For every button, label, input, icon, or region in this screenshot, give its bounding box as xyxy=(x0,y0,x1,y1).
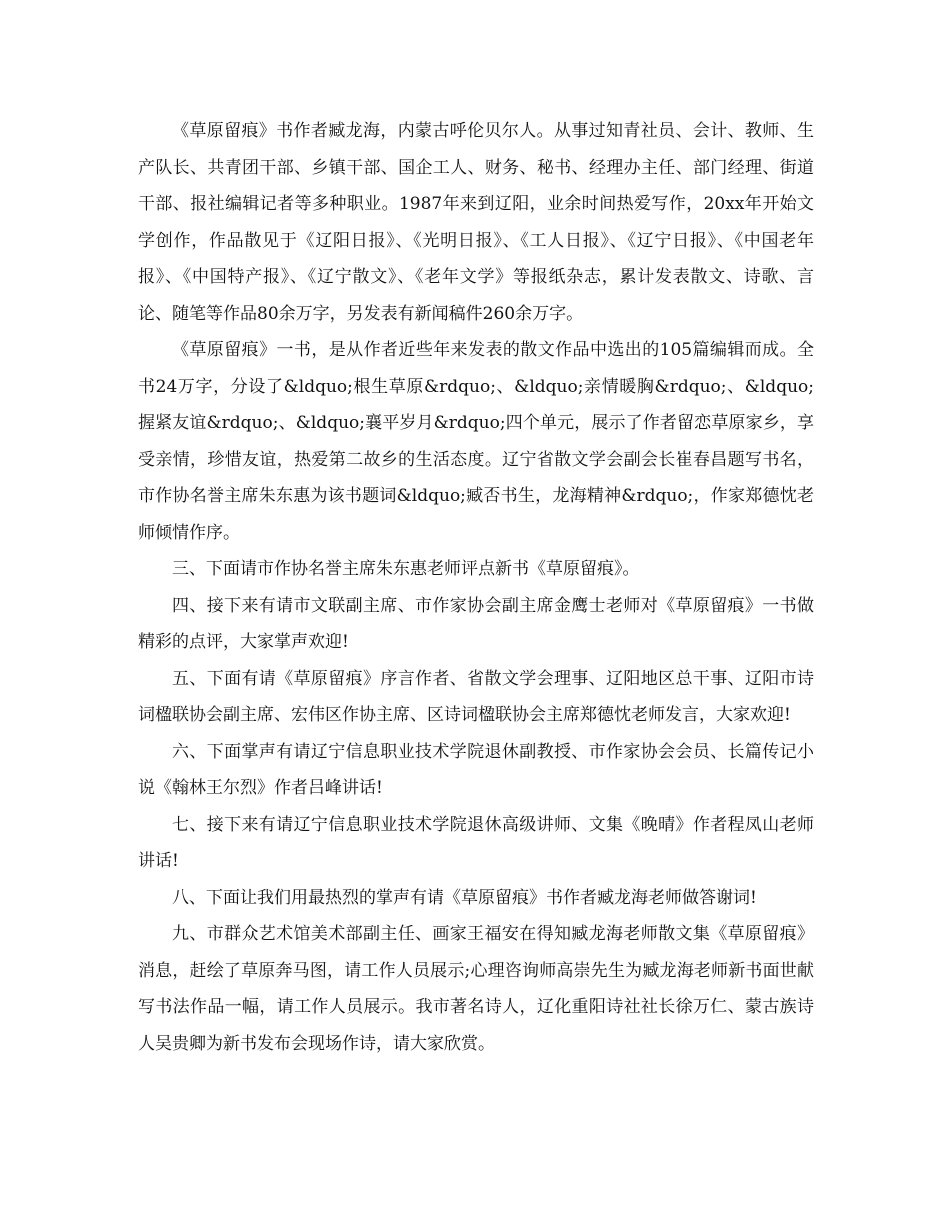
paragraph-author-bio: 《草原留痕》书作者臧龙海，内蒙古呼伦贝尔人。从事过知青社员、会计、教师、生产队长、共青团干部、乡镇干部、国企工人、财务、秘书、经理办主任、部门经理、街道干部、报社编辑记者等多种职业。1987年来到辽阳，业余时间热爱写作，20xx年开始文学创作，作品散见于《辽阳日报》、《光明日报》、《工人日报》、《辽宁日报》、《中国老年报》、《中国特产报》、《辽宁散文》、《老年文学》等报纸杂志，累计发表散文、诗歌、言论、随笔等作品80余万字，另发表有新闻稿件260余万字。 xyxy=(138,121,814,324)
paragraph-item-5: 五、下面有请《草原留痕》序言作者、省散文学会理事、辽阳地区总干事、辽阳市诗词楹联协会副主席、宏伟区作协主席、区诗词楹联协会主席郑德忱老师发言，大家欢迎! xyxy=(138,668,814,725)
paragraph-item-9: 九、市群众艺术馆美术部副主任、画家王福安在得知臧龙海老师散文集《草原留痕》消息，赶绘了草原奔马图，请工作人员展示;心理咨询师高崇先生为臧龙海老师新书面世献写书法作品一幅，请工作人员展示。我市著名诗人，辽化重阳诗社社长徐万仁、蒙古族诗人吴贵卿为新书发布会现场作诗，请大家欣赏。 xyxy=(138,924,814,1054)
paragraph-item-7: 七、接下来有请辽宁信息职业技术学院退休高级讲师、文集《晚晴》作者程凤山老师讲话! xyxy=(138,814,814,871)
paragraph-item-4: 四、接下来有请市文联副主席、市作家协会副主席金鹰士老师对《草原留痕》一书做精彩的点评，大家掌声欢迎! xyxy=(138,595,814,652)
document-body xyxy=(138,113,814,1062)
paragraph-item-3: 三、下面请市作协名誉主席朱东惠老师评点新书《草原留痕》。 xyxy=(172,559,640,579)
paragraph-item-8: 八、下面让我们用最热烈的掌声有请《草原留痕》书作者臧龙海老师做答谢词! xyxy=(172,887,757,908)
paragraph-book-intro: 《草原留痕》一书，是从作者近些年来发表的散文作品中选出的105篇编辑而成。全书24万字，分设了&ldquo;根生草原&rdquo;、&ldquo;亲情暖胸&rdquo;、&ldquo;握紧友谊&rdquo;、&ldquo;襄平岁月&rdquo;四个单元，展示了作者留恋草原家乡，享受亲情，珍惜友谊，热爱第二故乡的生活态度。辽宁省散文学会副会长崔春昌题写书名，市作协名誉主席朱东惠为该书题词&ldquo;臧否书生，龙海精神&rdquo;，作家郑德忱老师倾情作序。 xyxy=(138,340,814,543)
paragraph-item-6: 六、下面掌声有请辽宁信息职业技术学院退休副教授、市作家协会会员、长篇传记小说《翰林王尔烈》作者吕峰讲话! xyxy=(138,741,814,798)
